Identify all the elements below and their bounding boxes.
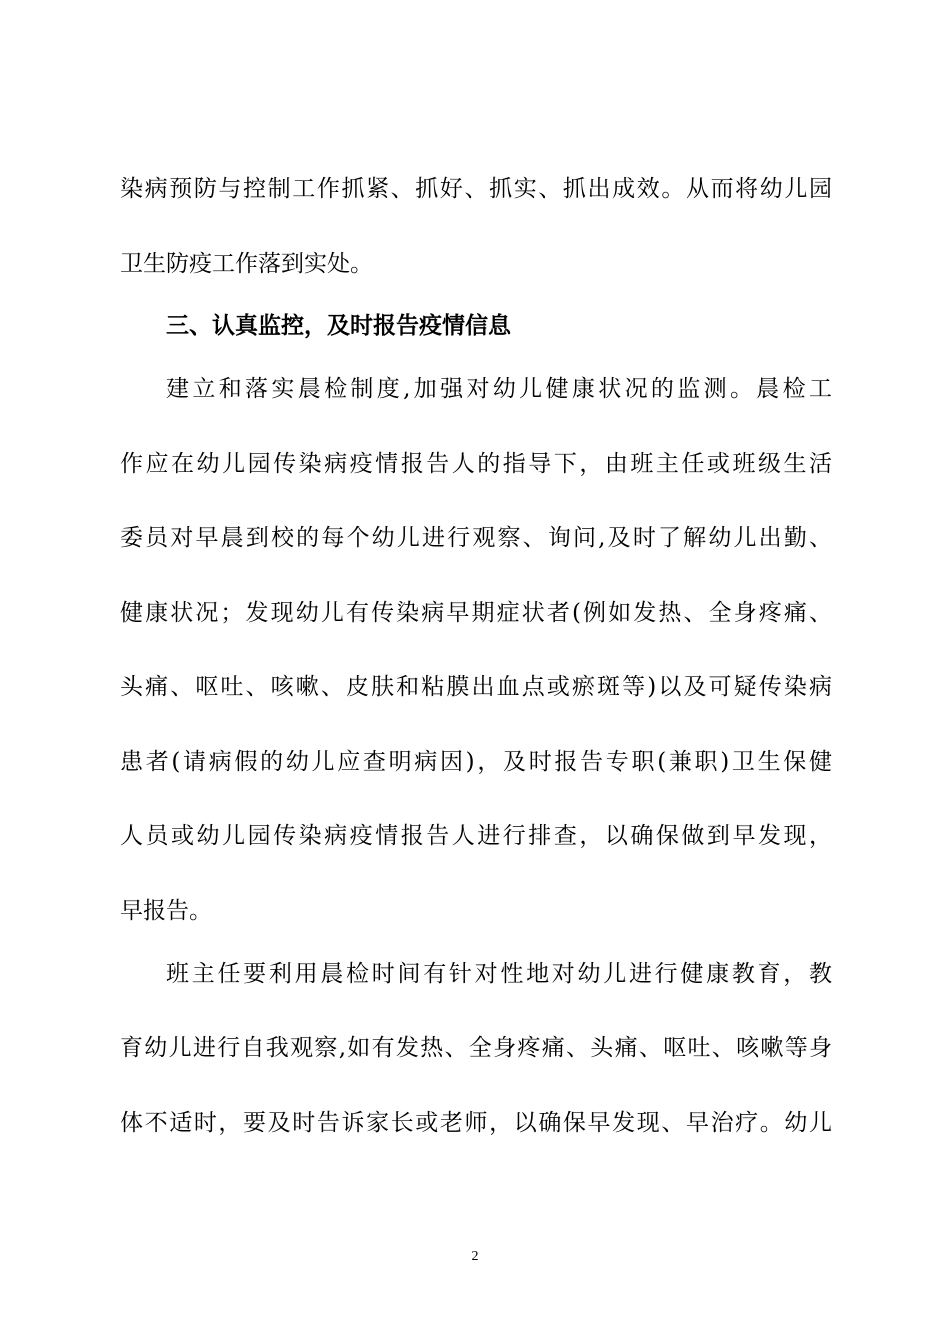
paragraph-1-line-5: 头痛、呕吐、咳嗽、皮肤和粘膜出血点或瘀斑等)以及可疑传染病: [120, 674, 832, 700]
paragraph-1-line-1: 建立和落实晨检制度,加强对幼儿健康状况的监测。晨检工: [166, 376, 832, 402]
paragraph-1-line-8: 早报告。: [120, 898, 212, 924]
continuation-line-2: 卫生防疫工作落到实处。: [120, 251, 373, 277]
page-number: 2: [471, 1249, 479, 1264]
paragraph-1-line-4: 健康状况；发现幼儿有传染病早期症状者(例如发热、全身疼痛、: [120, 600, 832, 626]
paragraph-2-line-3: 体不适时，要及时告诉家长或老师，以确保早发现、早治疗。幼儿: [120, 1110, 832, 1136]
paragraph-1-line-7: 人员或幼儿园传染病疫情报告人进行排查，以确保做到早发现，: [120, 823, 832, 849]
paragraph-1-line-2: 作应在幼儿园传染病疫情报告人的指导下，由班主任或班级生活: [120, 451, 832, 477]
paragraph-2-line-2: 育幼儿进行自我观察,如有发热、全身疼痛、头痛、呕吐、咳嗽等身: [120, 1035, 832, 1061]
section-heading: 三、认真监控，及时报告疫情信息: [166, 313, 511, 339]
paragraph-2-line-1: 班主任要利用晨检时间有针对性地对幼儿进行健康教育，教: [166, 961, 832, 987]
paragraph-1-line-6: 患者(请病假的幼儿应查明病因)，及时报告专职(兼职)卫生保健: [120, 749, 832, 775]
paragraph-1-line-3: 委员对早晨到校的每个幼儿进行观察、询问,及时了解幼儿出勤、: [120, 525, 832, 551]
continuation-line-1: 染病预防与控制工作抓紧、抓好、抓实、抓出成效。从而将幼儿园: [120, 176, 832, 202]
